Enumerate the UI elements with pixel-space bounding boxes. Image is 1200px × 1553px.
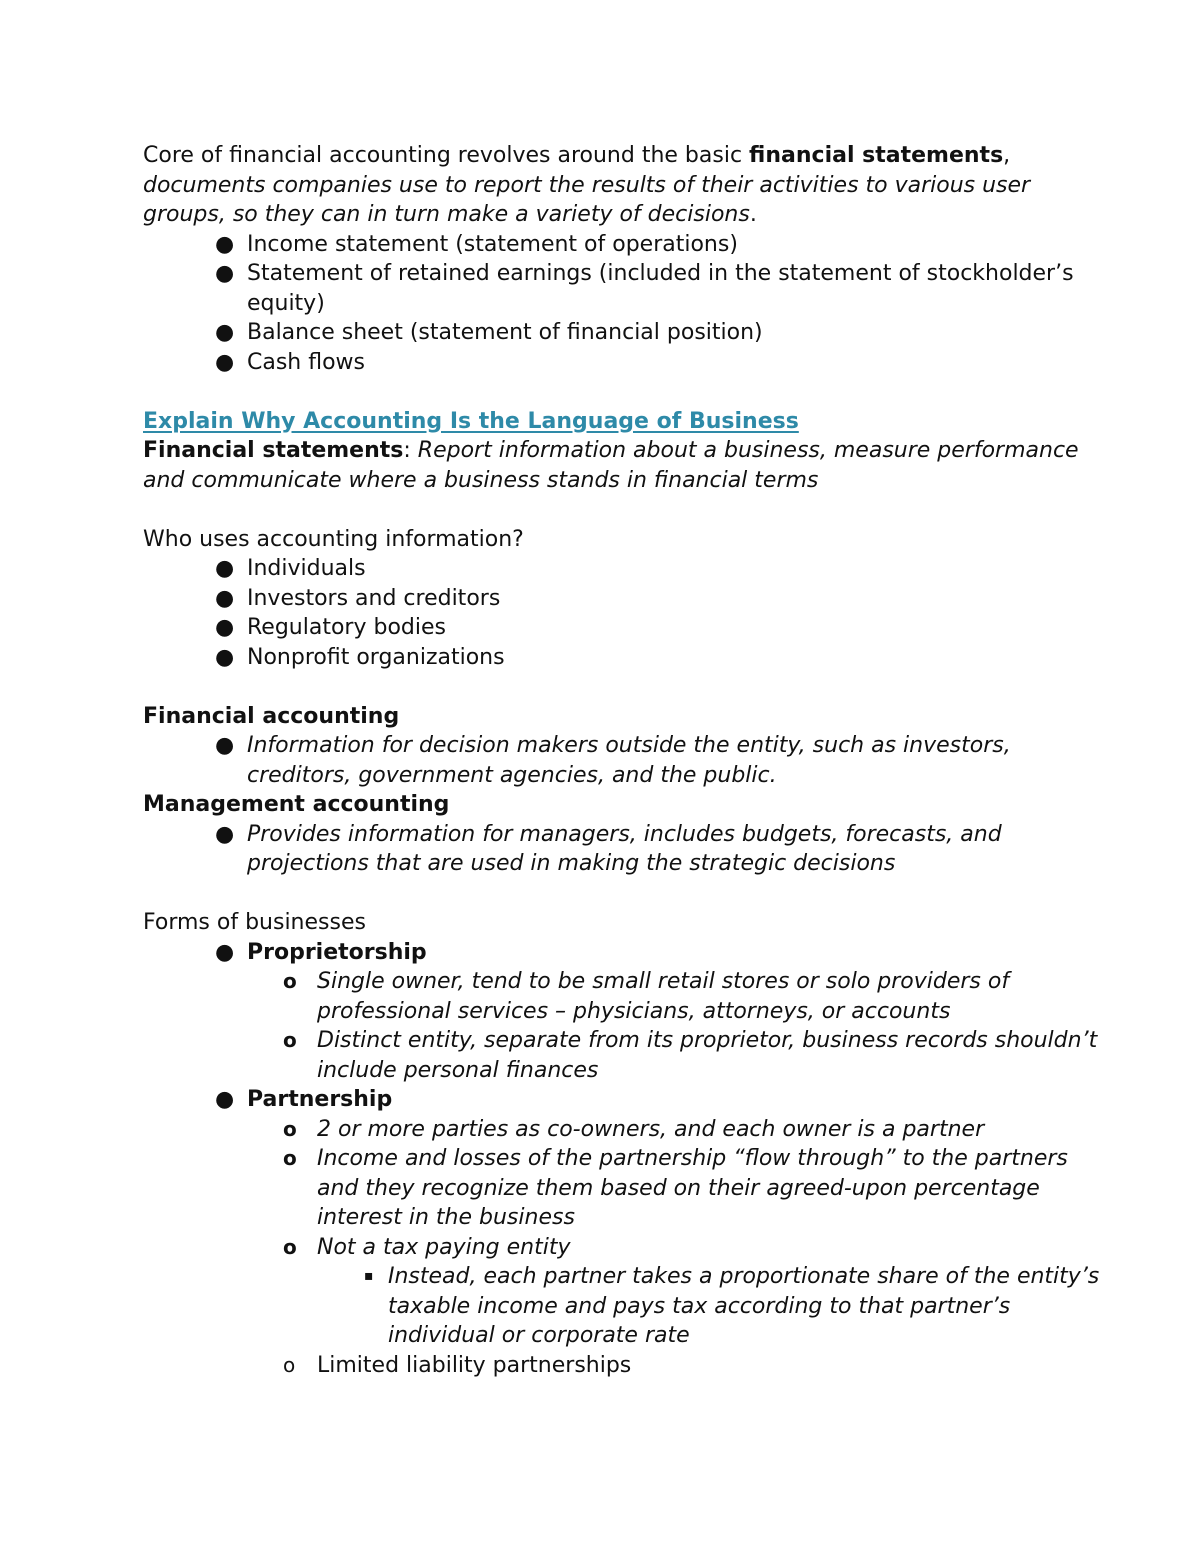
list-item: ● Nonprofit organizations <box>143 643 1103 673</box>
bullet-icon: ● <box>215 644 235 670</box>
bullet-icon: ● <box>215 261 235 286</box>
circle-bullet-icon: o <box>283 1146 297 1170</box>
users-question: Who uses accounting information? <box>143 526 524 552</box>
bullet-icon: ● <box>215 939 235 965</box>
list-item: o Distinct entity, separate from its proprietor, business records shouldn’t include personal finances <box>283 1028 1098 1083</box>
list-item-partnership: ● Partnership <box>143 1085 1103 1115</box>
list-item: o Income and losses of the partnership “flow through” to the partners and they recognize them based on their agreed-upon percentage interest in the business <box>283 1146 1068 1230</box>
list-item: o 2 or more parties as co-owners, and each owner is a partner <box>143 1115 1103 1145</box>
bullet-icon: ● <box>215 733 235 758</box>
users-list <box>143 554 1103 672</box>
management-accounting-title: Management accounting <box>143 792 450 817</box>
section-heading-link[interactable]: Explain Why Accounting Is the Language of Business <box>143 408 799 434</box>
square-bullet-icon: ▪ <box>364 1268 374 1284</box>
list-item: ● Income statement (statement of operations) <box>143 230 1103 260</box>
circle-bullet-icon: o <box>283 1116 297 1141</box>
bullet-icon: ● <box>215 1087 235 1112</box>
list-item: ● Statement of retained earnings (included in the statement of stockholder’s equity) <box>215 261 1074 316</box>
circle-bullet-icon: o <box>283 1028 297 1052</box>
bullet-icon: ● <box>215 231 235 257</box>
bullet-icon: ● <box>215 585 235 611</box>
list-item: ● Regulatory bodies <box>143 613 1103 643</box>
intro-bold-term: financial statements <box>749 143 1004 168</box>
financial-statements-definition: Financial statements: Report information about a business, measure performance and communicate where a business stands in financial terms <box>143 438 1079 493</box>
forms-list <box>143 938 1103 1381</box>
bullet-icon: ● <box>215 349 235 375</box>
intro-paragraph: Core of financial accounting revolves around the basic financial statements, documents companies use to report the results of their activities to various user groups, so they can in turn make a variety of decisions. <box>143 143 1031 227</box>
list-item: ▪ Instead, each partner takes a proportionate share of the entity’s taxable income and pays tax according to that partner’s individual or corporate rate <box>364 1264 1100 1348</box>
bullet-icon: ● <box>215 615 235 640</box>
circle-bullet-icon: o <box>283 1352 296 1377</box>
financial-accounting-title: Financial accounting <box>143 703 400 729</box>
statements-list <box>143 230 1103 378</box>
intro-italic-text: documents companies use to report the results of their activities to various user groups, so they can in turn make a variety of decisions <box>143 172 1031 227</box>
section-heading[interactable] <box>143 407 1103 437</box>
list-item: ● Information for decision makers outside the entity, such as investors, creditors, government agencies, and the public. <box>215 733 1011 788</box>
management-accounting-list <box>143 820 1103 879</box>
list-item-proprietorship: ● Proprietorship <box>143 938 1103 968</box>
circle-bullet-icon: o <box>283 1234 297 1259</box>
list-item: ● Provides information for managers, includes budgets, forecasts, and projections that are used in making the strategic decisions <box>215 821 1002 876</box>
list-item-llp: o Limited liability partnerships <box>143 1351 1103 1381</box>
financial-accounting-list <box>143 731 1103 790</box>
list-item: o Single owner, tend to be small retail stores or solo providers of professional services – physicians, attorneys, or accounts <box>283 969 1010 1024</box>
document-page <box>143 141 1103 1380</box>
bullet-icon: ● <box>215 556 235 581</box>
forms-title: Forms of businesses <box>143 910 366 935</box>
list-item: ● Balance sheet (statement of financial position) <box>143 318 1103 348</box>
circle-bullet-icon: o <box>283 969 297 993</box>
list-item: ● Investors and creditors <box>143 584 1103 614</box>
bullet-icon: ● <box>215 821 235 847</box>
list-item: ● Cash flows <box>143 348 1103 378</box>
bullet-icon: ● <box>215 320 235 345</box>
list-item: o Not a tax paying entity <box>143 1233 1103 1263</box>
list-item: ● Individuals <box>143 554 1103 584</box>
